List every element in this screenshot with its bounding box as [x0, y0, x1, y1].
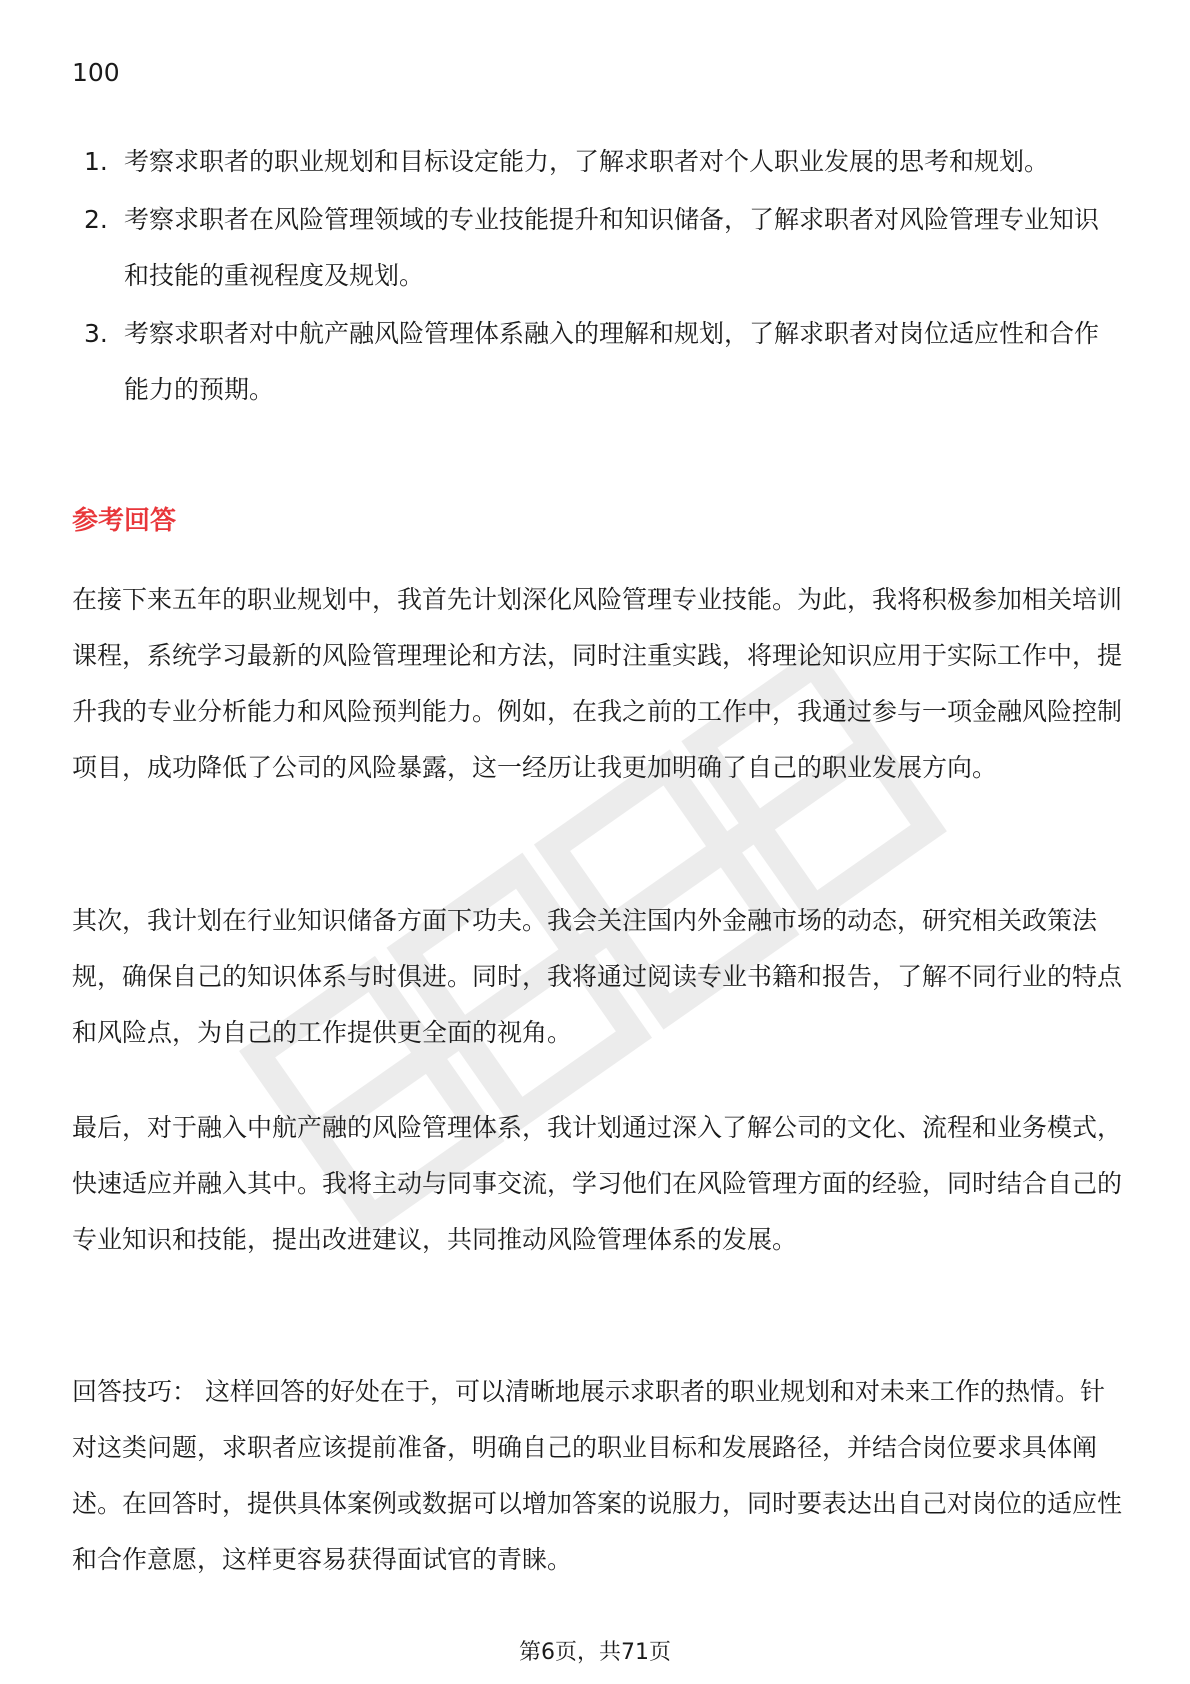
- objective-number: 3.: [84, 319, 108, 348]
- objective-text: 考察求职者在风险管理领域的专业技能提升和知识储备，了解求职者对风险管理专业知识和技能的重视程度及规划。: [124, 205, 1100, 290]
- objective-number: 1.: [84, 147, 108, 176]
- objectives-list: [72, 134, 1122, 420]
- answer-paragraph: 最后，对于融入中航产融的风险管理体系，我计划通过深入了解公司的文化、流程和业务模式，快速适应并融入其中。我将主动与同事交流，学习他们在风险管理方面的经验，同时结合自己的专业知识和技能，提出改进建议，共同推动风险管理体系的发展。: [72, 1113, 1123, 1254]
- page-footer: 第6页，共71页: [519, 1640, 671, 1665]
- answer-paragraph: 在接下来五年的职业规划中，我首先计划深化风险管理专业技能。为此，我将积极参加相关培训课程，系统学习最新的风险管理理论和方法，同时注重实践，将理论知识应用于实际工作中，提升我的专业分析能力和风险预判能力。例如，在我之前的工作中，我通过参与一项金融风险控制项目，成功降低了公司的风险暴露，这一经历让我更加明确了自己的职业发展方向。: [72, 585, 1123, 782]
- reference-answer-heading: 参考回答: [72, 506, 177, 536]
- objective-text: 考察求职者对中航产融风险管理体系融入的理解和规划，了解求职者对岗位适应性和合作能力的预期。: [124, 319, 1100, 404]
- objective-item: [72, 134, 1122, 190]
- objective-number: 2.: [84, 205, 108, 234]
- page-top-number: 100: [72, 58, 120, 87]
- answer-paragraph: 其次，我计划在行业知识储备方面下功夫。我会关注国内外金融市场的动态，研究相关政策法规，确保自己的知识体系与时俱进。同时，我将通过阅读专业书籍和报告，了解不同行业的特点和风险点，为自己的工作提供更全面的视角。: [72, 906, 1123, 1047]
- objective-item: [72, 192, 1122, 304]
- objective-text: 考察求职者的职业规划和目标设定能力，了解求职者对个人职业发展的思考和规划。: [124, 147, 1050, 176]
- objective-item: [72, 306, 1122, 418]
- answer-tips-paragraph: 回答技巧： 这样回答的好处在于，可以清晰地展示求职者的职业规划和对未来工作的热情。针对这类问题，求职者应该提前准备，明确自己的职业目标和发展路径，并结合岗位要求具体阐述。在回答时，提供具体案例或数据可以增加答案的说服力，同时要表达出自己对岗位的适应性和合作意愿，这样更容易获得面试官的青睐。: [72, 1377, 1123, 1574]
